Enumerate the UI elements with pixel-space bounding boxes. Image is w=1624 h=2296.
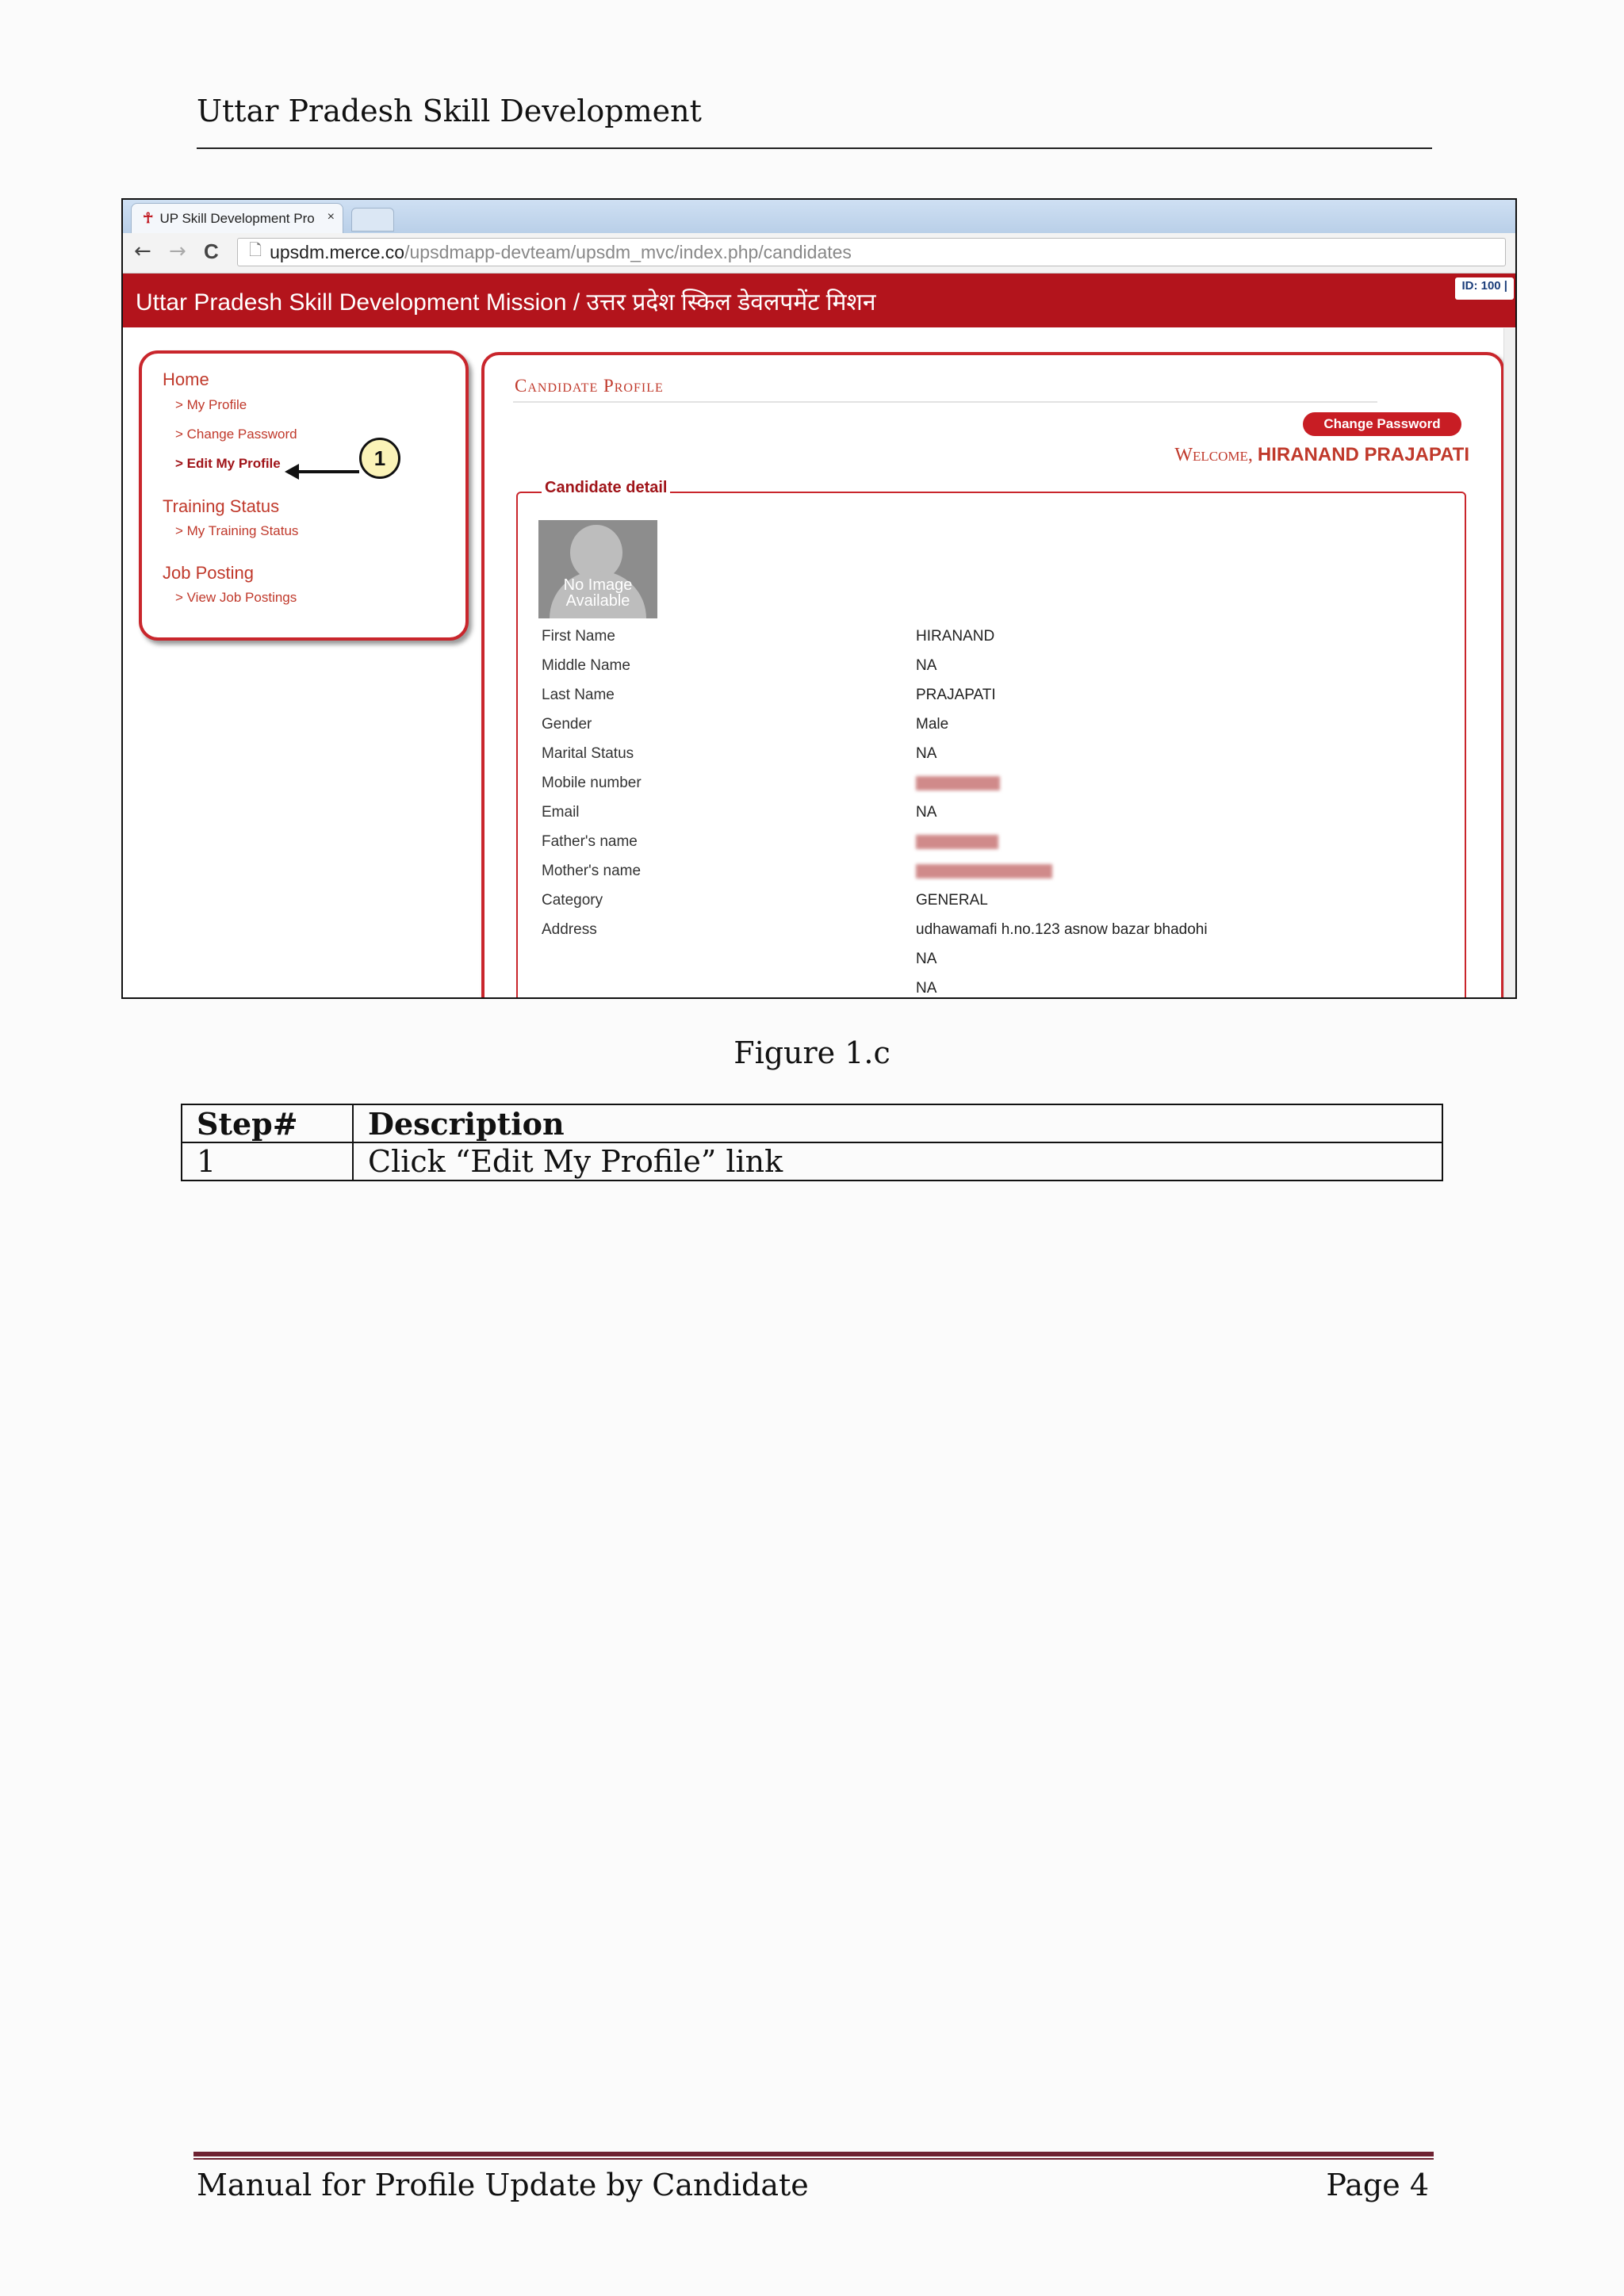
field-row <box>542 628 1414 656</box>
field-label: Address <box>542 921 597 938</box>
field-label: First Name <box>542 628 615 645</box>
field-value: PRAJAPATI <box>916 687 996 703</box>
page-title: Candidate Profile <box>515 376 664 396</box>
screenshot-figure <box>121 198 1517 999</box>
redacted-father-name <box>916 835 998 849</box>
sidebar-item-job-posting[interactable]: Job Posting <box>163 563 254 583</box>
id-tag: ID: 100 | <box>1455 277 1514 300</box>
column-header-step: Step# <box>182 1104 353 1142</box>
field-value: GENERAL <box>916 892 988 909</box>
figure-caption: Figure 1.c <box>733 1035 891 1070</box>
sidebar-item-view-job-postings[interactable]: > View Job Postings <box>175 590 297 605</box>
field-value-redacted <box>916 775 1000 792</box>
sidebar-item-my-profile[interactable]: > My Profile <box>175 397 247 412</box>
field-row <box>542 892 1414 920</box>
title-divider <box>513 401 1377 403</box>
person-icon: ☥ <box>143 210 154 226</box>
page-icon: 🗋 <box>249 242 262 259</box>
field-label: Mother's name <box>542 863 642 879</box>
no-image-text: No Image Available <box>563 576 633 610</box>
field-label: Category <box>542 892 603 909</box>
field-row <box>542 980 1414 999</box>
back-arrow-icon[interactable]: ← <box>134 239 151 263</box>
field-row <box>542 657 1414 686</box>
page-header: Uttar Pradesh Skill Development <box>197 94 702 128</box>
step-number-cell: 1 <box>182 1142 353 1181</box>
site-banner <box>123 274 1515 327</box>
footer-title: Manual for Profile Update by Candidate <box>197 2168 809 2202</box>
sidebar-item-home[interactable]: Home <box>163 369 209 389</box>
welcome-label: Welcome, <box>1174 445 1253 465</box>
address-bar <box>123 233 1515 274</box>
new-tab-button[interactable] <box>351 208 394 232</box>
welcome-message <box>1174 444 1469 466</box>
field-row <box>542 775 1414 803</box>
sidebar-item-change-password[interactable]: > Change Password <box>175 427 297 442</box>
header-rule <box>197 147 1432 149</box>
field-row <box>542 716 1414 744</box>
browser-tab-bar <box>123 200 1515 233</box>
field-label: Mobile number <box>542 775 642 791</box>
sidebar-item-edit-my-profile[interactable]: > Edit My Profile <box>175 456 281 471</box>
field-row <box>542 804 1414 832</box>
steps-table <box>181 1104 1443 1181</box>
sidebar-item-my-training-status[interactable]: > My Training Status <box>175 523 299 538</box>
callout-marker: 1 <box>359 438 400 479</box>
candidate-profile-panel <box>481 352 1504 999</box>
sidebar-menu <box>139 350 469 641</box>
redacted-mother-name <box>916 864 1052 878</box>
field-value: NA <box>916 951 937 967</box>
field-label: Gender <box>542 716 592 733</box>
field-value: NA <box>916 804 937 821</box>
field-row <box>542 687 1414 715</box>
welcome-name: HIRANAND PRAJAPATI <box>1257 444 1469 465</box>
footer-rule <box>193 2152 1434 2156</box>
field-label: Father's name <box>542 833 638 850</box>
field-value: NA <box>916 745 937 762</box>
close-icon[interactable]: × <box>327 210 335 224</box>
field-value: Male <box>916 716 949 733</box>
scrollbar[interactable] <box>1503 328 1515 997</box>
field-row <box>542 863 1414 891</box>
field-value: HIRANAND <box>916 628 995 645</box>
field-value-redacted <box>916 863 1052 880</box>
table-row <box>182 1142 1442 1181</box>
page-number: Page 4 <box>1326 2168 1429 2202</box>
sidebar-item-training-status[interactable]: Training Status <box>163 496 280 516</box>
field-row <box>542 921 1414 950</box>
field-value: NA <box>916 980 937 997</box>
footer-rule-thin <box>193 2158 1434 2160</box>
step-description-cell: Click “Edit My Profile” link <box>353 1142 1442 1181</box>
field-row <box>542 745 1414 774</box>
field-label: Email <box>542 804 580 821</box>
forward-arrow-icon[interactable]: → <box>169 239 186 263</box>
change-password-button[interactable]: Change Password <box>1303 412 1461 436</box>
browser-tab[interactable] <box>131 203 343 233</box>
url-host: upsdm.merce.co <box>270 241 405 262</box>
field-label: Middle Name <box>542 657 630 674</box>
column-header-description: Description <box>353 1104 1442 1142</box>
table-header-row <box>182 1104 1442 1142</box>
reload-icon[interactable]: C <box>204 239 219 263</box>
site-title: Uttar Pradesh Skill Development Mission / उत्तर प्रदेश स्किल डेवलपमेंट मिशन <box>136 289 876 316</box>
field-value: NA <box>916 657 937 674</box>
redacted-mobile <box>916 776 1000 790</box>
field-value-redacted <box>916 833 998 851</box>
field-label: Marital Status <box>542 745 634 762</box>
url-input[interactable] <box>237 238 1506 266</box>
candidate-detail-legend: Candidate detail <box>542 479 670 497</box>
avatar <box>538 520 657 618</box>
field-label: Last Name <box>542 687 615 703</box>
url-path: /upsdmapp-devteam/upsdm_mvc/index.php/candidates <box>404 241 852 262</box>
field-value: udhawamafi h.no.123 asnow bazar bhadohi <box>916 921 1208 938</box>
field-row <box>542 951 1414 979</box>
field-row <box>542 833 1414 862</box>
browser-tab-title: UP Skill Development Pro <box>159 210 315 226</box>
